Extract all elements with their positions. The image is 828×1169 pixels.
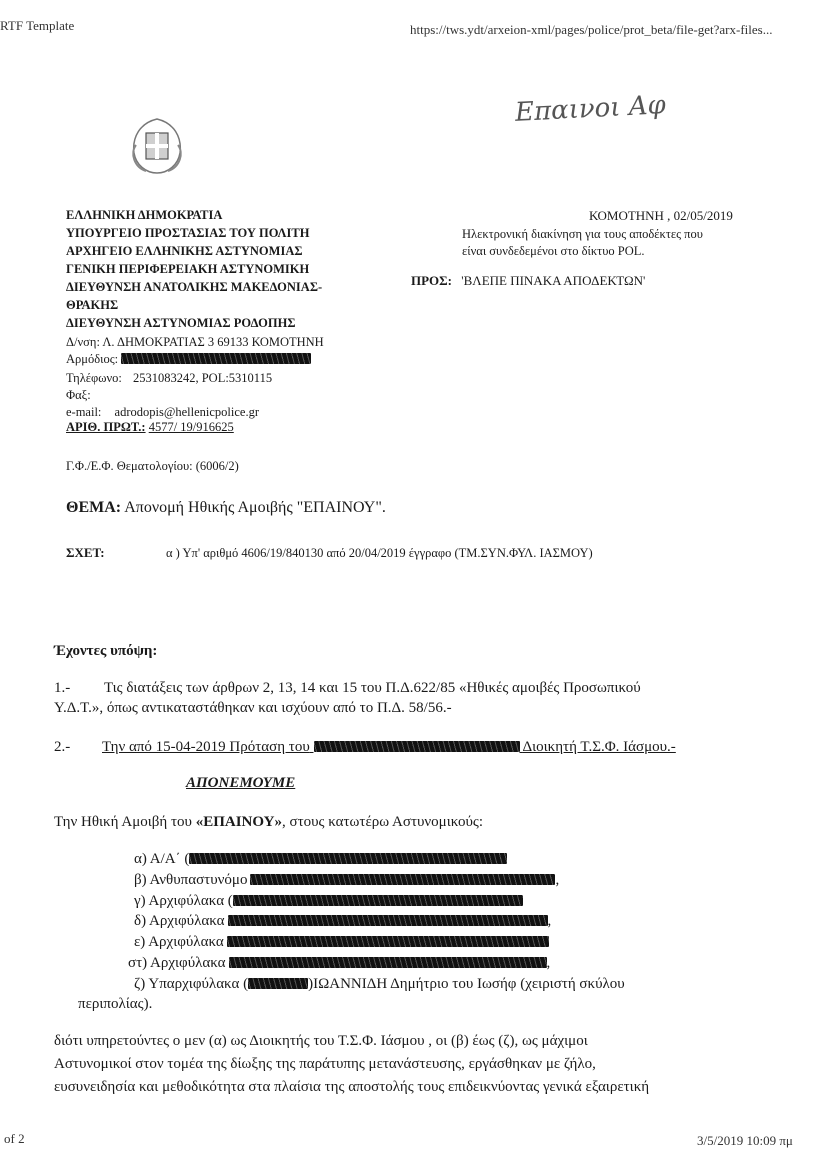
sender-phone (66, 369, 272, 387)
award-intro-suffix: , στους κατωτέρω Αστυνομικούς: (282, 814, 484, 830)
recipient-e (134, 934, 549, 951)
subject-label: ΘΕΜΑ: (66, 499, 122, 516)
item-2-prefix: Την από 15-04-2019 Πρόταση του (102, 739, 310, 755)
item-2-number: 2.- (54, 739, 71, 755)
protocol-label: ΑΡΙΘ. ΠΡΩΤ.: (66, 420, 146, 434)
sender-line-7: ΔΙΕΥΘΥΝΣΗ ΑΣΤΥΝΟΜΙΑΣ ΡΟΔΟΠΗΣ (66, 316, 296, 330)
print-datetime: 3/5/2019 10:09 πμ (697, 1133, 793, 1148)
phone-value: 2531083242, POL:5310115 (132, 371, 273, 385)
redaction-mark (248, 978, 308, 989)
recipient-b: β) Ανθυπαστυνόμο , (134, 872, 560, 888)
sender-responsible (66, 350, 311, 368)
filing-code: Γ.Φ./Ε.Φ. Θεματολογίου: (6006/2) (66, 459, 239, 473)
protocol-number (66, 418, 234, 436)
redaction-mark (228, 915, 548, 926)
recipient-z-name: )ΙΩΑΝΝΙΔΗ Δημήτριο του Ιωσήφ (χειριστή σκύλου (308, 976, 625, 992)
redaction-mark (121, 353, 311, 364)
sender-line-4: ΓΕΝΙΚΗ ΠΕΡΙΦΕΡΕΙΑΚΗ ΑΣΤΥΝΟΜΙΚΗ (66, 262, 310, 276)
item-2-text (102, 739, 676, 756)
award-intro (54, 814, 483, 831)
recipient-st-label: στ) Αρχιφύλακα (128, 955, 226, 971)
recipient-z (134, 976, 625, 993)
recipient-e-label: ε) Αρχιφύλακα (134, 934, 224, 950)
recipient-c-label: γ) Αρχιφύλακα ( (134, 893, 233, 909)
sender-line-1: ΕΛΛΗΝΙΚΗ ΔΗΜΟΚΡΑΤΙΑ (66, 208, 223, 222)
recipient-a-label: α) Α/Α΄ ( (134, 851, 190, 867)
closing-line-2: Αστυνομικοί στον τομέα της δίωξης της παράτυπης μετανάστευσης, εργάσθηκαν με ζήλο, (54, 1056, 596, 1072)
protocol-value: 4577/ 19/916625 (148, 420, 234, 434)
redaction-mark (250, 874, 555, 885)
redaction-mark (314, 741, 520, 752)
print-page-counter: of 2 (4, 1131, 25, 1146)
print-tab-title: RTF Template (0, 18, 75, 33)
closing-line-1: διότι υπηρετούντες ο μεν (α) ως Διοικητής του Τ.Σ.Φ. Ιάσμου , οι (β) έως (ζ), ως μάχιμοι (54, 1033, 588, 1049)
sender-line-6: ΘΡΑΚΗΣ (66, 298, 119, 312)
recipient-b-label: β) Ανθυπαστυνόμο (134, 872, 248, 888)
email-label: e-mail: (66, 405, 102, 419)
greek-emblem-icon (126, 115, 188, 177)
reference-value: α ) Υπ' αριθμό 4606/19/840130 από 20/04/2019 έγγραφο (ΤΜ.ΣΥΝ.ΦΥΛ. ΙΑΣΜΟΥ) (166, 546, 593, 560)
subject-line (66, 499, 386, 517)
subject-value: Απονομή Ηθικής Αμοιβής "ΕΠΑΙΝΟΥ". (124, 499, 386, 516)
redaction-mark (233, 895, 523, 906)
closing-line-3: ευσυνειδησία και μεθοδικότητα στα πλαίσια της αποστολής τους επιδεικνύοντας γενικά εξαιρετική (54, 1079, 650, 1095)
to-label: ΠΡΟΣ: (411, 273, 452, 288)
distribution-line-1: Ηλεκτρονική διακίνηση για τους αποδέκτες που (462, 227, 703, 241)
redaction-mark (189, 853, 507, 864)
fax-label: Φαξ: (66, 388, 91, 402)
sender-line-5: ΔΙΕΥΘΥΝΣΗ ΑΝΑΤΟΛΙΚΗΣ ΜΑΚΕΔΟΝΙΑΣ- (66, 280, 323, 294)
recipient-a (134, 851, 507, 868)
email-value: adrodopis@hellenicpolice.gr (114, 405, 259, 419)
recipient-c (134, 893, 523, 910)
recipient-st: στ) Αρχιφύλακα , (128, 955, 551, 971)
recipient-z-continued: περιπολίας). (78, 996, 153, 1012)
handwritten-note: Επαινοι Αφ (514, 90, 667, 128)
responsible-label: Αρμόδιος: (66, 352, 119, 366)
redaction-mark (229, 957, 547, 968)
item-1-line-2: Υ.Δ.Τ.», όπως αντικαταστάθηκαν και ισχύουν από το Π.Δ. 58/56.- (54, 700, 452, 716)
award-intro-text: Την Ηθική Αμοιβή του (54, 814, 196, 830)
reference-label: ΣΧΕΤ: (66, 545, 105, 560)
date-line: ΚΟΜΟΤΗΝΗ , 02/05/2019 (589, 208, 733, 223)
item-1-number: 1.- (54, 680, 71, 696)
item-1-line-1: Τις διατάξεις των άρθρων 2, 13, 14 και 15 του Π.Δ.622/85 «Ηθικές αμοιβές Προσωπικού (104, 680, 641, 696)
print-url: https://tws.ydt/arxeion-xml/pages/police/prot_beta/file-get?arx-files... (410, 22, 773, 37)
sender-line-3: ΑΡΧΗΓΕΙΟ ΕΛΛΗΝΙΚΗΣ ΑΣΤΥΝΟΜΙΑΣ (66, 244, 303, 258)
recipient-d-label: δ) Αρχιφύλακα (134, 913, 225, 929)
recipient-d: δ) Αρχιφύλακα , (134, 913, 552, 929)
to-value: 'ΒΛΕΠΕ ΠΙΝΑΚΑ ΑΠΟΔΕΚΤΩΝ' (461, 273, 646, 288)
item-2-suffix: Διοικητή Τ.Σ.Φ. Ιάσμου.- (522, 739, 676, 755)
sender-line-2: ΥΠΟΥΡΓΕΙΟ ΠΡΟΣΤΑΣΙΑΣ ΤΟΥ ΠΟΛΙΤΗ (66, 226, 310, 240)
redaction-mark (227, 936, 549, 947)
recipient-line (411, 273, 645, 289)
award-heading: ΑΠΟΝΕΜΟΥΜΕ (186, 775, 296, 791)
sender-address: Δ/νση: Λ. ΔΗΜΟΚΡΑΤΙΑΣ 3 69133 ΚΟΜΟΤΗΝΗ (66, 335, 324, 349)
phone-label: Τηλέφωνο: (66, 371, 122, 385)
award-name: «ΕΠΑΙΝΟΥ» (195, 814, 282, 830)
distribution-line-2: είναι συνδεδεμένοι στο δίκτυο POL. (462, 244, 645, 258)
recipient-z-label: ζ) Υπαρχιφύλακα ( (134, 976, 249, 992)
considering-heading: Έχοντες υπόψη: (54, 643, 158, 659)
